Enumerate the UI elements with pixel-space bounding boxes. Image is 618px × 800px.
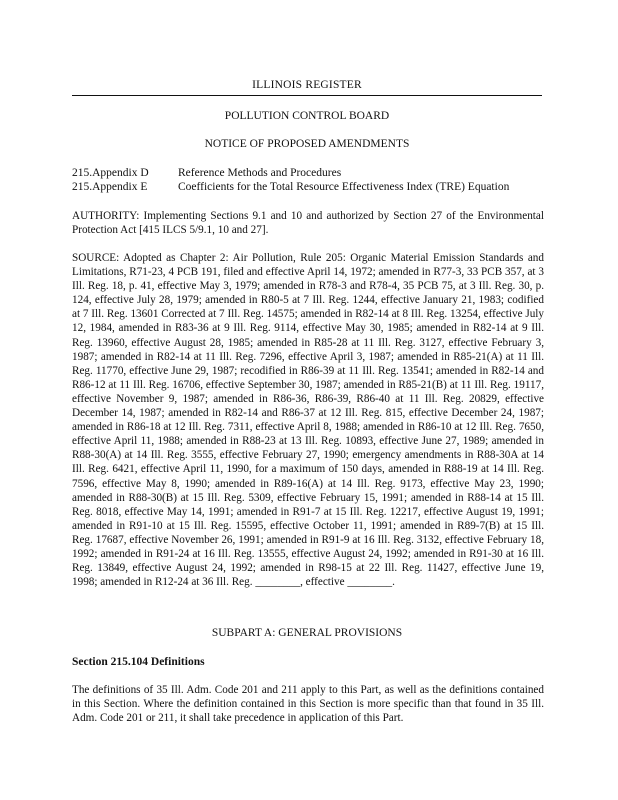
- source-paragraph: SOURCE: Adopted as Chapter 2: Air Pollution, Rule 205: Organic Material Emission Standards and Limitations, R71-23, 4 PCB 191, filed and effective April 14, 1972; amended in R77-3, 33 PCB 357, at 3 Ill. Reg. 18, p. 41, effective May 3, 1979; amended in R78-3 and R78-4, 35 PCB 75, at 3 Ill. Reg. 30, p. 124, effective July 28, 1979; amended in R80-5 at 7 Ill. Reg. 1244, effective January 21, 1983; codified at 7 Ill. Reg. 13601 Corrected at 7 Ill. Reg. 14575; amended in R82-14 at 8 Ill. Reg. 13254, effective July 12, 1984, amended in R83-36 at 9 Ill. Reg. 9114, effective May 30, 1985; amended in R82-14 at 9 Ill. Reg. 13960, effective August 28, 1985; amended in R85-28 at 11 Ill. Reg. 3127, effective February 3, 1987; amended in R82-14 at 11 Ill. Reg. 7296, effective April 3, 1987; amended in R85-21(A) at 11 Ill. Reg. 11770, effective June 29, 1987; recodified in R86-39 at 11 Ill. Reg. 13541; amended in R82-14 and R86-12 at 11 Ill. Reg. 16706, effective September 30, 1987; amended in R85-21(B) at 11 Ill. Reg. 19117, effective November 9, 1987; amended in R86-36, R86-39, R86-40 at 11 Ill. Reg. 20829, effective December 14, 1987; amended in R82-14 and R86-37 at 12 Ill. Reg. 815, effective December 24, 1987; amended in R86-18 at 12 Ill. Reg. 7311, effective April 8, 1988; amended in R86-10 at 12 Ill. Reg. 7650, effective April 11, 1988; amended in R88-23 at 13 Ill. Reg. 10893, effective June 27, 1989; amended in R88-30(A) at 14 Ill. Reg. 3555, effective February 27, 1990; emergency amendments in R88-30A at 14 Ill. Reg. 6421, effective April 11, 1990, for a maximum of 150 days, amended in R88-19 at 14 Ill. Reg. 7596, effective May 8, 1990; amended in R89-16(A) at 14 Ill. Reg. 9173, effective May 23, 1990; amended in R88-30(B) at 15 Ill. Reg. 5309, effective February 15, 1991; amended in R88-14 at 15 Ill. Reg. 8018, effective May 14, 1991; amended in R91-7 at 15 Ill. Reg. 12217, effective August 19, 1991; amended in R91-10 at 15 Ill. Reg. 15595, effective October 11, 1991; amended in R89-7(B) at 15 Ill. Reg. 17687, effective November 26, 1991; amended in R91-9 at 16 Ill. Reg. 3132, effective February 18, 1992; amended in R91-24 at 16 Ill. Reg. 13555, effective August 24, 1992; amended in R91-30 at 16 Ill. Reg. 13849, effective August 24, 1992; amended in R98-15 at 22 Ill. Reg. 11427, effective June 19, 1998; amended in R12-24 at 36 Ill. Reg. ________, effective ________.: [72, 252, 544, 589]
- appendix-row: [72, 167, 341, 179]
- register-title: ILLINOIS REGISTER: [252, 79, 362, 91]
- section-heading: Section 215.104 Definitions: [72, 656, 205, 668]
- notice-title: NOTICE OF PROPOSED AMENDMENTS: [204, 138, 410, 150]
- appendix-row: [72, 181, 509, 193]
- authority-paragraph: AUTHORITY: Implementing Sections 9.1 and 10 and authorized by Section 27 of the Environmental Protection Act [415 ILCS 5/9.1, 10 and 27].: [72, 210, 544, 237]
- definitions-paragraph: The definitions of 35 Ill. Adm. Code 201 and 211 apply to this Part, as well as the definitions contained in this Section. Where the definition contained in this Section is more specific than that found in 35 Ill. Adm. Code 201 or 211, it shall take precedence in application of this Part.: [72, 684, 544, 725]
- board-name: POLLUTION CONTROL BOARD: [224, 110, 390, 122]
- subpart-heading: SUBPART A: GENERAL PROVISIONS: [211, 627, 403, 639]
- appendix-title: Reference Methods and Procedures: [178, 167, 342, 179]
- appendix-number: 215.Appendix E: [72, 181, 148, 193]
- appendix-title: Coefficients for the Total Resource Effectiveness Index (TRE) Equation: [178, 181, 510, 193]
- header-rule: [72, 95, 542, 96]
- appendix-number: 215.Appendix D: [72, 167, 149, 179]
